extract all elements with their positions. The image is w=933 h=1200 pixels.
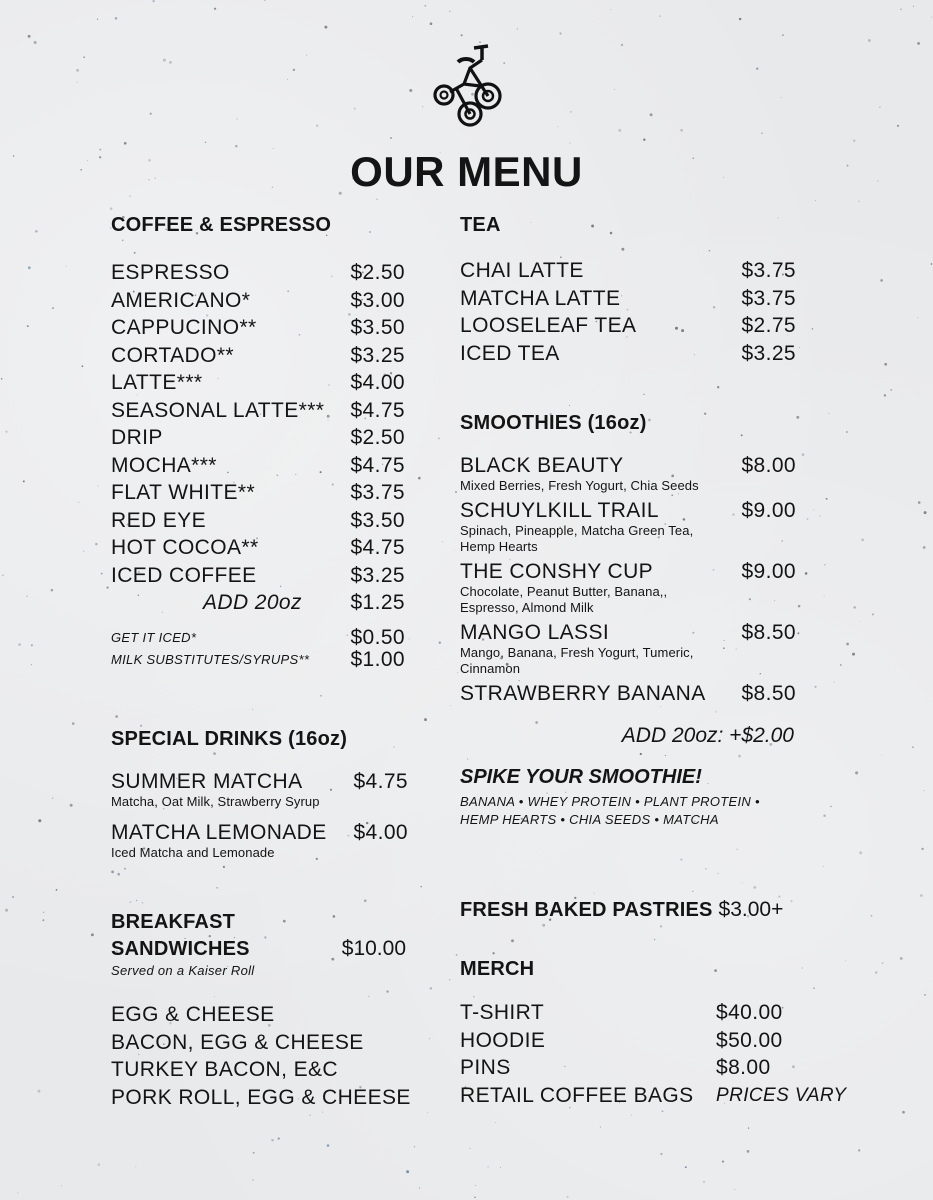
pastries-row (460, 898, 783, 922)
smoothie-item-row (460, 559, 796, 584)
menu-item (460, 312, 796, 340)
pastries-label: FRESH BAKED PASTRIES (460, 899, 713, 921)
merch-section (460, 958, 860, 1109)
add20-price: $1.25 (350, 591, 405, 614)
item-description: Chocolate, Peanut Butter, Banana,, (460, 584, 668, 599)
item-name: T-SHIRT (460, 1001, 545, 1024)
spike-line-2: HEMP HEARTS • CHIA SEEDS • MATCHA (460, 812, 719, 827)
menu-item (111, 397, 405, 425)
tea-section (460, 214, 840, 367)
menu-item (111, 452, 405, 480)
menu-item (111, 287, 405, 315)
item-price: $3.00 (350, 288, 405, 312)
smoothies-heading: SMOOTHIES (16oz) (460, 412, 647, 434)
item-price: $3.75 (741, 259, 796, 282)
breakfast-heading-2: SANDWICHES (111, 938, 250, 960)
smoothies-section (460, 412, 840, 829)
item-name: RETAIL COFFEE BAGS (460, 1083, 694, 1107)
item-price: $4.75 (350, 453, 405, 477)
item-name: CHAI LATTE (460, 259, 584, 282)
item-name: MANGO LASSI (460, 621, 610, 644)
item-price: $3.50 (350, 316, 405, 339)
spike-heading: SPIKE YOUR SMOOTHIE! (460, 766, 702, 788)
item-price: $9.00 (741, 560, 796, 583)
item-name: AMERICANO* (111, 288, 251, 312)
item-price: $3.50 (350, 508, 405, 532)
item-name: ICED COFFEE (111, 563, 257, 587)
breakfast-price: $10.00 (341, 937, 406, 960)
menu-item (111, 342, 405, 370)
special-item-row (111, 769, 408, 794)
item-price: $8.00 (716, 1056, 771, 1079)
menu-item (111, 479, 405, 507)
item-name: MATCHA LEMONADE (111, 821, 327, 844)
menu-item: EGG & CHEESE (111, 1003, 275, 1026)
item-price: $3.25 (350, 343, 405, 367)
smoothie-item (460, 681, 796, 706)
merch-item (460, 1082, 860, 1110)
item-name: STRAWBERRY BANANA (460, 682, 706, 705)
item-description: Iced Matcha and Lemonade (111, 845, 275, 860)
tea-list (460, 257, 796, 367)
smoothie-item (460, 559, 796, 616)
item-price: $3.75 (741, 286, 796, 310)
tea-heading: TEA (460, 214, 501, 236)
item-name: HOT COCOA** (111, 536, 259, 559)
item-name: RED EYE (111, 508, 206, 532)
menu-item (460, 257, 796, 285)
item-price: PRICES VARY (716, 1084, 847, 1106)
smoothie-item-row (460, 620, 796, 645)
item-price: $4.75 (350, 398, 405, 422)
item-price: $8.50 (741, 621, 796, 644)
item-name: MOCHA*** (111, 453, 217, 477)
special-heading: SPECIAL DRINKS (16oz) (111, 728, 348, 750)
milk-label: MILK SUBSTITUTES/SYRUPS** (111, 651, 310, 667)
item-name: SUMMER MATCHA (111, 770, 303, 793)
item-description: Mango, Banana, Fresh Yogurt, Tumeric, (460, 645, 694, 660)
menu-item: PORK ROLL, EGG & CHEESE (111, 1085, 411, 1109)
special-list (111, 769, 411, 861)
coffee-list (111, 259, 411, 589)
item-price: $4.75 (353, 770, 408, 793)
spike-line-1: BANANA • WHEY PROTEIN • PLANT PROTEIN • (460, 794, 760, 809)
smoothie-item-row (460, 453, 796, 478)
item-name: CAPPUCINO** (111, 316, 257, 339)
menu-item (111, 369, 405, 397)
item-name: BLACK BEAUTY (460, 454, 624, 477)
merch-list (460, 999, 860, 1109)
item-description: Matcha, Oat Milk, Strawberry Syrup (111, 794, 320, 809)
merch-item (460, 1054, 860, 1082)
item-price: $8.00 (741, 454, 796, 477)
menu-item (111, 314, 405, 342)
smoothie-add20: ADD 20oz: +$2.00 (621, 724, 794, 747)
item-price: $4.75 (350, 536, 405, 559)
item-price: $3.25 (350, 563, 405, 587)
page-title: OUR MENU (350, 148, 583, 195)
item-price: $2.50 (350, 426, 405, 449)
item-name: ESPRESSO (111, 261, 230, 284)
item-name: ICED TEA (460, 341, 560, 365)
menu-item (111, 562, 405, 590)
breakfast-note: Served on a Kaiser Roll (111, 963, 255, 978)
item-price: $3.75 (350, 481, 405, 504)
iced-row (111, 627, 405, 649)
special-item-row (111, 820, 408, 845)
item-name: LOOSELEAF TEA (460, 314, 637, 337)
menu-item (111, 424, 405, 452)
item-price: $2.75 (741, 314, 796, 337)
menu-item (111, 507, 405, 535)
item-name: MATCHA LATTE (460, 286, 621, 310)
item-name: FLAT WHITE** (111, 481, 256, 504)
item-price: $8.50 (741, 682, 796, 705)
item-name: HOODIE (460, 1028, 546, 1052)
breakfast-section (111, 909, 411, 1111)
menu-item (111, 259, 405, 287)
item-name: THE CONSHY CUP (460, 560, 654, 583)
smoothie-item (460, 498, 796, 555)
item-price: $3.25 (741, 341, 796, 365)
menu-item (111, 534, 405, 562)
merch-heading: MERCH (460, 958, 535, 980)
item-description: Spinach, Pineapple, Matcha Green Tea, (460, 523, 694, 538)
item-price: $40.00 (716, 1001, 783, 1024)
item-price: $4.00 (353, 821, 408, 844)
left-column (111, 214, 411, 671)
item-name: LATTE*** (111, 371, 203, 394)
menu-item: TURKEY BACON, E&C (111, 1058, 338, 1081)
item-description-cont: Cinnamon (460, 661, 521, 676)
breakfast-heading-1: BREAKFAST (111, 911, 236, 933)
smoothie-list (460, 453, 796, 706)
smoothie-item (460, 620, 796, 677)
smoothie-item (460, 453, 796, 494)
special-item (111, 820, 411, 861)
item-description: Mixed Berries, Fresh Yogurt, Chia Seeds (460, 478, 699, 493)
smoothie-item-row (460, 681, 796, 706)
item-name: SCHUYLKILL TRAIL (460, 499, 659, 522)
special-item (111, 769, 411, 810)
merch-item (460, 999, 860, 1027)
add20-label: ADD 20oz (203, 591, 302, 614)
iced-label: GET IT ICED* (111, 629, 197, 645)
menu-item: BACON, EGG & CHEESE (111, 1030, 364, 1054)
item-name: PINS (460, 1056, 511, 1079)
coffee-add20 (111, 589, 405, 617)
menu-item (460, 285, 796, 313)
item-description-cont: Hemp Hearts (460, 539, 538, 554)
menu-item (460, 340, 796, 368)
item-price: $4.00 (350, 371, 405, 394)
breakfast-list (111, 1001, 411, 1111)
item-name: DRIP (111, 426, 163, 449)
milk-price: $1.00 (350, 647, 405, 671)
iced-price: $0.50 (350, 625, 405, 649)
item-description-cont: Espresso, Almond Milk (460, 600, 594, 615)
item-price: $9.00 (741, 499, 796, 522)
item-price: $50.00 (716, 1028, 783, 1052)
coffee-heading: COFFEE & ESPRESSO (111, 214, 332, 236)
tricycle-icon (430, 40, 508, 130)
smoothie-item-row (460, 498, 796, 523)
item-name: SEASONAL LATTE*** (111, 398, 325, 422)
merch-item (460, 1027, 860, 1055)
item-name: CORTADO** (111, 343, 235, 367)
pastries-price: $3.00+ (718, 898, 784, 921)
milk-row (111, 649, 405, 671)
special-section (111, 728, 411, 871)
item-price: $2.50 (350, 261, 405, 284)
